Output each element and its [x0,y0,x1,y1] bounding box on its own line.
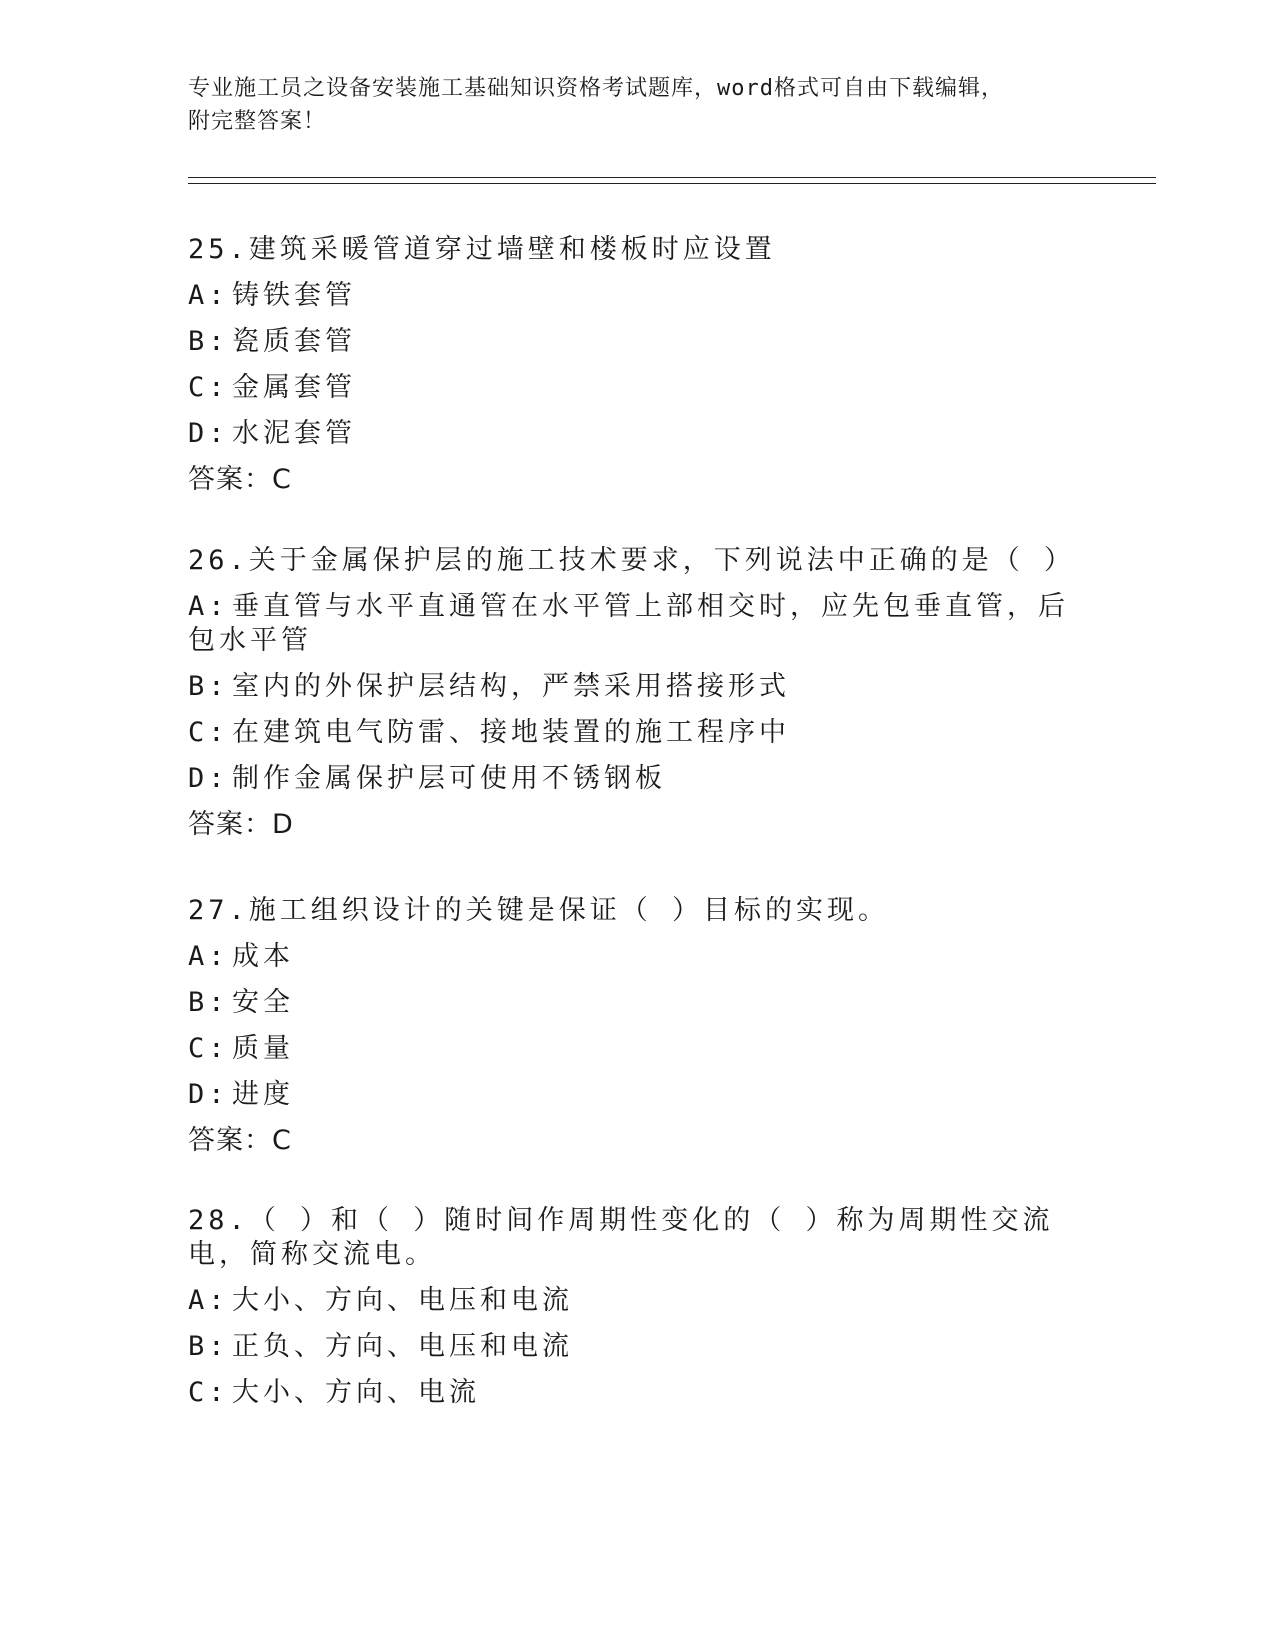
option-text: 正负、方向、电压和电流 [232,1331,573,1362]
option-text: 瓷质套管 [232,326,356,357]
option-text: 大小、方向、电压和电流 [232,1285,573,1316]
option-text: 大小、方向、电流 [232,1377,480,1408]
option-b [188,319,1088,365]
option-letter: C: [188,372,229,403]
option-a [188,934,1088,980]
question-27 [188,888,1088,1164]
option-letter: B: [188,671,229,702]
document-header [188,72,1088,138]
option-text: 在建筑电气防雷、接地装置的施工程序中 [232,717,790,748]
option-d [188,1072,1088,1118]
option-a [188,1278,1088,1324]
option-letter: C: [188,1033,229,1064]
option-text: 水泥套管 [232,418,356,449]
option-text: 室内的外保护层结构，严禁采用搭接形式 [232,671,790,702]
option-letter: A: [188,941,229,972]
option-text: 金属套管 [232,372,356,403]
option-letter: D: [188,418,229,449]
option-letter: C: [188,717,229,748]
option-a [188,273,1088,319]
option-letter: B: [188,326,229,357]
option-text: 垂直管与水平直通管在水平管上部相交时，应先包垂直管，后包水平管 [188,591,1069,656]
header-divider-top [188,177,1156,178]
option-letter: C: [188,1377,229,1408]
answer-line: 答案：C [188,464,292,495]
option-text: 成本 [232,941,294,972]
option-text: 安全 [232,987,294,1018]
option-b [188,980,1088,1026]
header-line-2: 附完整答案！ [188,109,327,134]
option-c [188,710,1088,756]
option-text: 铸铁套管 [232,280,356,311]
option-text: 进度 [232,1079,294,1110]
option-text: 质量 [232,1033,294,1064]
option-d [188,756,1088,802]
answer-line: 答案：C [188,1125,292,1156]
question-stem: 28.（ ）和（ ）随时间作周期性变化的（ ）称为周期性交流电，简称交流电。 [188,1205,1054,1270]
option-letter: A: [188,591,229,622]
question-stem: 26.关于金属保护层的施工技术要求，下列说法中正确的是（ ） [188,545,1076,576]
option-c [188,365,1088,411]
option-letter: D: [188,1079,229,1110]
option-b [188,664,1088,710]
option-a [188,584,1088,664]
answer-line: 答案：D [188,809,294,840]
question-28 [188,1198,1088,1416]
header-divider-bottom [188,183,1156,184]
question-stem: 27.施工组织设计的关键是保证（ ）目标的实现。 [188,895,890,926]
option-c [188,1370,1088,1416]
option-letter: A: [188,1285,229,1316]
question-stem: 25.建筑采暖管道穿过墙壁和楼板时应设置 [188,234,776,265]
option-letter: B: [188,987,229,1018]
question-26 [188,538,1088,848]
option-d [188,411,1088,457]
option-b [188,1324,1088,1370]
option-letter: A: [188,280,229,311]
option-letter: D: [188,763,229,794]
question-25 [188,227,1088,503]
header-line-1: 专业施工员之设备安装施工基础知识资格考试题库，word格式可自由下载编辑， [188,76,1004,101]
option-letter: B: [188,1331,229,1362]
option-c [188,1026,1088,1072]
option-text: 制作金属保护层可使用不锈钢板 [232,763,666,794]
